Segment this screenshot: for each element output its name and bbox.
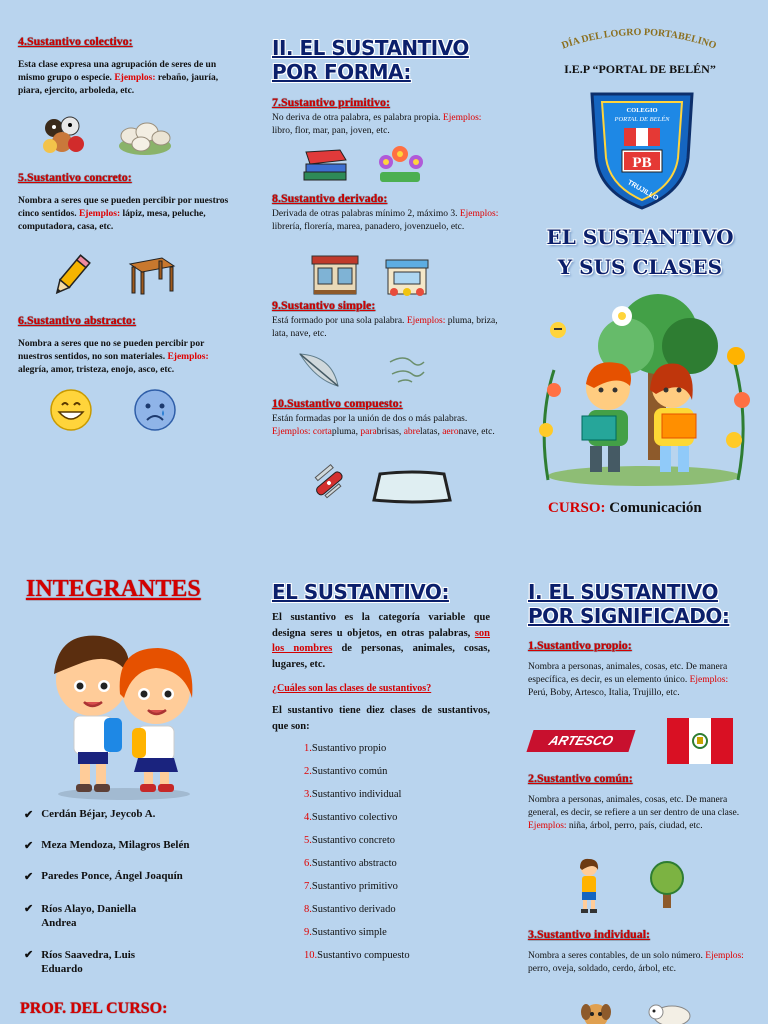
- heading-propio: 1.Sustantivo propio:: [528, 638, 632, 652]
- heading-forma: II. EL SUSTANTIVO POR FORMA:: [272, 36, 469, 84]
- svg-text:DÍA DEL LOGRO PORTABELINO: [560, 27, 718, 52]
- section-compuesto: [272, 396, 506, 439]
- significado-heading: I. EL SUSTANTIVO POR SIGNIFICADO:: [528, 580, 730, 628]
- member-item: ✔ Ríos Alayo, Daniella Andrea: [24, 902, 244, 948]
- check-icon: ✔: [24, 949, 34, 961]
- list-item: 7.Sustantivo primitivo: [304, 881, 398, 892]
- list-item: 3.Sustantivo individual: [304, 789, 402, 800]
- heading-concreto: 5.Sustantivo concreto:: [18, 170, 132, 184]
- peru-flag-image: [667, 718, 733, 764]
- school-shield-logo: [588, 88, 696, 212]
- shield-pb-text: PB: [632, 155, 652, 171]
- section-abstracto: [18, 313, 240, 377]
- pocketknife-image: [308, 462, 350, 504]
- flowers-image: [372, 142, 428, 184]
- text-colectivo: Esta clase expresa una agrupación de seres de un mismo grupo o especie. Ejemplos: rebaño, jauría, piara, ejercito, arboleda, etc.: [18, 60, 219, 96]
- breeze-image: [386, 352, 428, 388]
- heading-individual: 3.Sustantivo individual:: [528, 927, 651, 941]
- section-individual: [528, 927, 750, 976]
- son-los-nombres-text: son los nombres: [272, 627, 490, 654]
- member-item: ✔ Paredes Ponce, Ángel Joaquín: [24, 870, 244, 902]
- section-concreto: [18, 170, 240, 234]
- heading-derivado: 8.Sustantivo derivado:: [272, 191, 388, 205]
- dog-image: [578, 1000, 614, 1024]
- heading-colectivo: 4.Sustantivo colectivo:: [18, 34, 133, 48]
- clases-paragraph: El sustantivo tiene diez clases de sustantivos, que son:: [272, 705, 490, 732]
- list-item: 6.Sustantivo abstracto: [304, 858, 397, 869]
- heading-simple: 9.Sustantivo simple:: [272, 298, 376, 312]
- list-item: 2.Sustantivo común: [304, 766, 388, 777]
- shield-top-text: COLEGIO: [626, 107, 658, 114]
- sheep-image: [646, 1000, 692, 1024]
- section-simple: [272, 298, 506, 341]
- bookstore-image: [310, 252, 360, 298]
- curso-value: Comunicación: [609, 500, 702, 516]
- list-item: 4.Sustantivo colectivo: [304, 812, 398, 823]
- member-item: ✔ Ríos Saavedra, Luis Eduardo: [24, 948, 244, 992]
- cover-title: [520, 222, 760, 282]
- text-primitivo: No deriva de otra palabra, es palabra propia. Ejemplos: libro, flor, mar, pan, joven, etc.: [272, 113, 482, 136]
- shield-city-text: TRUJILLO: [626, 179, 660, 203]
- text-derivado: Derivada de otras palabras mínimo 2, máximo 3. Ejemplos: librería, florería, marea, panadero, jovenzuelo, etc.: [272, 209, 499, 232]
- shield-name-text: PORTAL DE BELÉN: [614, 116, 670, 123]
- list-item: 8.Sustantivo derivado: [304, 904, 396, 915]
- intro-paragraph: El sustantivo es la categoría variable que designa seres u objetos, en otras palabras, son los nombres de personas, animales, cosas, lugares, etc.: [272, 612, 490, 670]
- animals-group-image: [40, 112, 86, 156]
- question-text: ¿Cuáles son las clases de sustantivos?: [272, 683, 432, 694]
- flowershop-image: [384, 254, 430, 298]
- prof-heading: PROF. DEL CURSO:: [20, 1000, 168, 1017]
- school-name: I.E.P “PORTAL DE BELÉN”: [564, 62, 716, 76]
- sad-face-icon: [133, 388, 177, 432]
- member-item: ✔ Meza Mendoza, Milagros Belén: [24, 839, 244, 870]
- cover-title-line1: EL SUSTANTIVO: [546, 225, 734, 249]
- tree-image: [644, 860, 690, 910]
- list-item: 9.Sustantivo simple: [304, 927, 387, 938]
- section-primitivo: [272, 95, 504, 138]
- books-image: [300, 146, 350, 186]
- check-icon: ✔: [24, 840, 34, 852]
- sheep-flock-image: [117, 116, 173, 158]
- windshield-image: [372, 470, 452, 506]
- curso-line: [548, 500, 768, 517]
- text-comun: Nombra a personas, animales, cosas, etc. De manera general, es decir, se refiere a un ser dentro de una clase. Ejemplos: niña, árbol, perro, país, ciudad, etc.: [528, 795, 740, 831]
- member-item: ✔ Cerdán Béjar, Jeycob A.: [24, 808, 244, 839]
- section-comun: [528, 771, 750, 833]
- members-list: [24, 808, 244, 992]
- heading-comun: 2.Sustantivo común:: [528, 771, 633, 785]
- list-item: 5.Sustantivo concreto: [304, 835, 395, 846]
- heading-compuesto: 10.Sustantivo compuesto:: [272, 396, 403, 410]
- section-forma: [272, 36, 502, 84]
- text-concreto: Nombra a seres que se pueden percibir por nuestros cinco sentidos. Ejemplos: lápiz, mesa, peluche, computadora, casa, etc.: [18, 196, 229, 232]
- integrantes-heading: INTEGRANTES: [26, 576, 201, 602]
- text-individual: Nombra a seres contables, de un solo número. Ejemplos: perro, oveja, soldado, cerdo, árbol, etc.: [528, 951, 744, 974]
- text-simple: Está formado por una sola palabra. Ejemplos: pluma, briza, lata, nave, etc.: [272, 316, 498, 339]
- section-derivado: [272, 191, 506, 234]
- heading-primitivo: 7.Sustantivo primitivo:: [272, 95, 391, 109]
- text-abstracto: Nombra a seres que no se pueden percibir por nuestros sentidos, no son materiales. Ejemplos: alegría, amor, tristeza, enojo, asco, etc.: [18, 339, 209, 375]
- list-item: 1.Sustantivo propio: [304, 743, 387, 754]
- girl-image: [574, 858, 604, 914]
- table-image: [126, 254, 176, 296]
- curso-label: CURSO:: [548, 500, 606, 516]
- el-sustantivo-heading: EL SUSTANTIVO:: [272, 580, 449, 604]
- text-compuesto: Están formadas por la unión de dos o más palabras. Ejemplos: cortapluma, parabrisas, abrelatas, aeronave, etc.: [272, 414, 495, 437]
- pencil-image: [50, 252, 92, 300]
- check-icon: ✔: [24, 871, 34, 883]
- happy-face-icon: [49, 388, 93, 432]
- artesco-logo: ARTESCO: [526, 730, 635, 752]
- feather-image: [296, 350, 342, 390]
- heading-abstracto: 6.Sustantivo abstracto:: [18, 313, 137, 327]
- kids-reading-image: [538, 290, 750, 486]
- clases-list: [304, 743, 504, 973]
- arc-title: [548, 22, 730, 56]
- cover-title-line2: Y SUS CLASES: [557, 255, 723, 279]
- section-colectivo: [18, 34, 240, 98]
- arc-title-text: DÍA DEL LOGRO PORTABELINO: [560, 26, 718, 52]
- list-item: 10.Sustantivo compuesto: [304, 950, 410, 961]
- check-icon: ✔: [24, 903, 34, 915]
- section-propio: [528, 638, 750, 700]
- students-image: [44, 628, 204, 800]
- check-icon: ✔: [24, 809, 34, 821]
- text-propio: Nombra a personas, animales, cosas, etc. De manera específica, es decir, es un elemento único. Ejemplos: Perú, Boby, Artesco, Italia, Trujillo, etc.: [528, 662, 729, 698]
